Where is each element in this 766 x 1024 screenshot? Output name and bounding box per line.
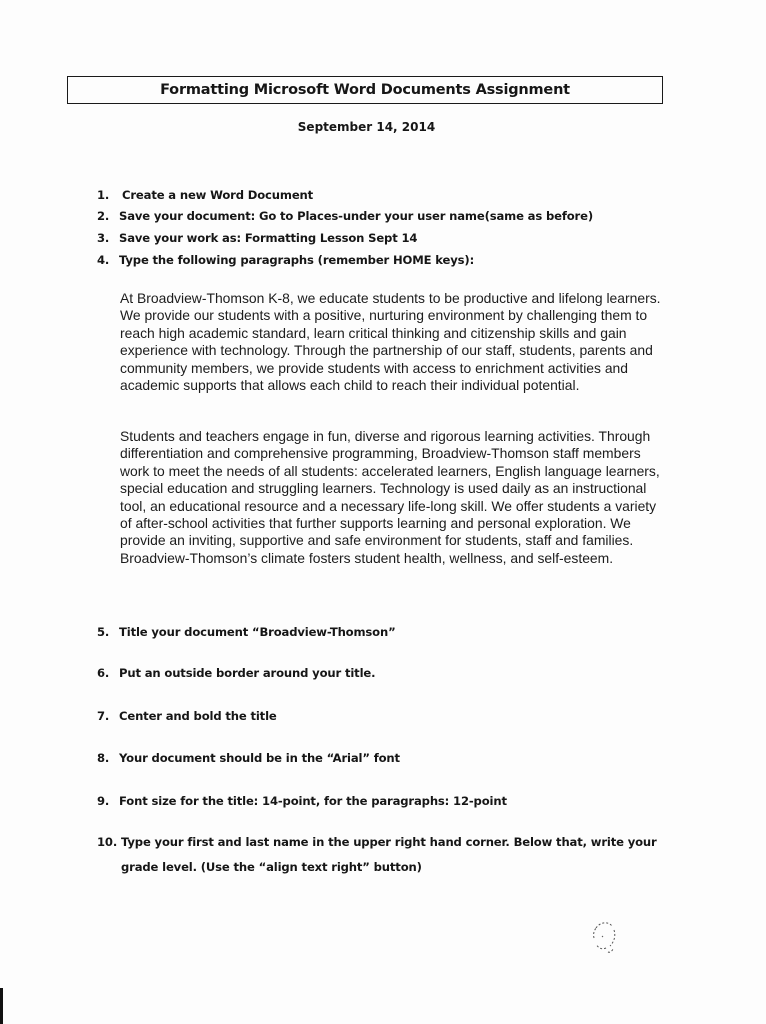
step-item [97, 794, 507, 808]
step-text: Type the following paragraphs (remember HOME keys): [119, 253, 475, 267]
step-text: Create a new Word Document [122, 188, 314, 202]
step-number: 10. [97, 835, 118, 849]
step-number: 8. [97, 751, 110, 765]
step-item [97, 709, 277, 723]
step-number: 2. [97, 209, 110, 223]
document-date: September 14, 2014 [297, 120, 436, 134]
step-item [97, 830, 657, 880]
step-text: Save your document: Go to Places-under your user name(same as before) [119, 209, 593, 223]
pencil-scribble-icon [588, 918, 622, 958]
step-number: 5. [97, 625, 110, 639]
body-paragraph: Students and teachers engage in fun, diverse and rigorous learning activities. Through differentiation and comprehensive programming, Broadview-Thomson staff members work to meet the needs of all students: accelerated learners, English language learners, special education and struggling learners. Technology is used daily as an instructional tool, an educational resource and a necessary life-long skill. We offer students a variety of after-school activities that further supports learning and personal exploration. We provide an inviting, supportive and safe environment for students, staff and families. Broadview-Thomson’s climate fosters student health, wellness, and self-esteem. [120, 428, 660, 566]
step-text: Center and bold the title [119, 709, 277, 723]
step-text: Type your first and last name in the upper right hand corner. Below that, write your grade level. (Use the “align text right” button) [121, 835, 657, 874]
step-number: 3. [97, 231, 110, 245]
step-text: Font size for the title: 14-point, for the paragraphs: 12-point [119, 794, 507, 808]
step-number: 1. [97, 188, 110, 202]
step-item [97, 625, 396, 639]
document-title: Formatting Microsoft Word Documents Assignment [67, 76, 663, 104]
step-text: Title your document “Broadview-Thomson” [119, 625, 396, 639]
step-item [97, 188, 313, 202]
scan-edge-mark [0, 988, 3, 1024]
step-item [97, 209, 593, 223]
step-text: Put an outside border around your title. [119, 666, 376, 680]
step-text: Save your work as: Formatting Lesson Sept 14 [119, 231, 418, 245]
step-number: 7. [97, 709, 110, 723]
step-number: 6. [97, 666, 110, 680]
step-item [97, 231, 417, 245]
step-number: 9. [97, 794, 110, 808]
step-item [97, 253, 474, 267]
step-item [97, 666, 375, 680]
step-item [97, 751, 400, 765]
step-number: 4. [97, 253, 110, 267]
body-paragraph: At Broadview-Thomson K-8, we educate students to be productive and lifelong learners. We provide our students with a positive, nurturing environment by challenging them to reach high academic standard, learn critical thinking and citizenship skills and gain experience with technology. Through the partnership of our staff, students, parents and community members, we provide students with access to enrichment activities and academic supports that allows each child to reach their individual potential. [120, 290, 661, 394]
step-text: Your document should be in the “Arial” font [119, 751, 400, 765]
